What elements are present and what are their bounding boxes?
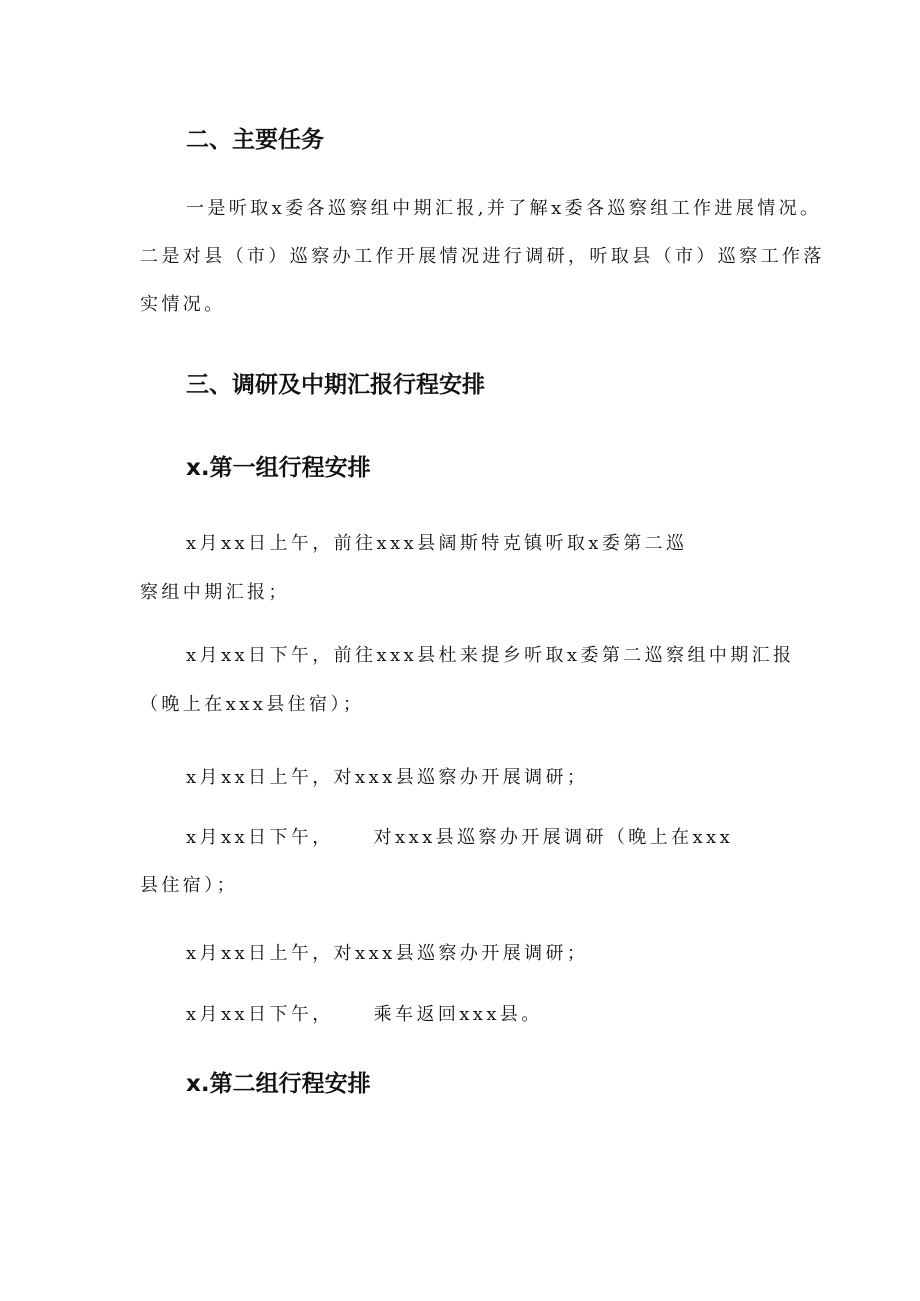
paragraph-line: 二是对县（市）巡察办工作开展情况进行调研，听取县（市）巡察工作落 xyxy=(140,246,825,267)
schedule-item-line: x月xx日上午，对xxx县巡察办开展调研； xyxy=(186,767,589,788)
paragraph-line: 实情况。 xyxy=(140,294,226,315)
schedule-item-line: x月xx日上午，前往xxx县阔斯特克镇听取x委第二巡 xyxy=(186,533,688,554)
section-heading-main-tasks: 二、主要任务 xyxy=(186,127,324,153)
schedule-item-line xyxy=(186,829,733,847)
schedule-time: x月xx日下午， xyxy=(186,827,334,848)
section-heading-schedule: 三、调研及中期汇报行程安排 xyxy=(186,372,485,398)
schedule-item-line: x月xx日上午，对xxx县巡察办开展调研； xyxy=(186,943,589,964)
schedule-time: x月xx日下午， xyxy=(186,1004,334,1025)
schedule-item-line: 察组中期汇报； xyxy=(140,582,290,603)
schedule-activity: 对xxx县巡察办开展调研（晚上在xxx xyxy=(373,827,734,848)
schedule-item-line xyxy=(186,1006,543,1024)
schedule-activity: 乘车返回xxx县。 xyxy=(373,1004,543,1025)
group-one-title: x.第一组行程安排 xyxy=(186,455,371,481)
schedule-item-line: （晚上在xxx县住宿）； xyxy=(140,694,365,715)
schedule-item-line: x月xx日下午，前往xxx县杜来提乡听取x委第二巡察组中期汇报 xyxy=(186,645,795,666)
group-two-title: x.第二组行程安排 xyxy=(186,1071,371,1097)
paragraph-line: 一是听取x委各巡察组中期汇报,并了解x委各巡察组工作进展情况。 xyxy=(186,198,822,219)
schedule-item-line: 县住宿）； xyxy=(140,875,238,896)
